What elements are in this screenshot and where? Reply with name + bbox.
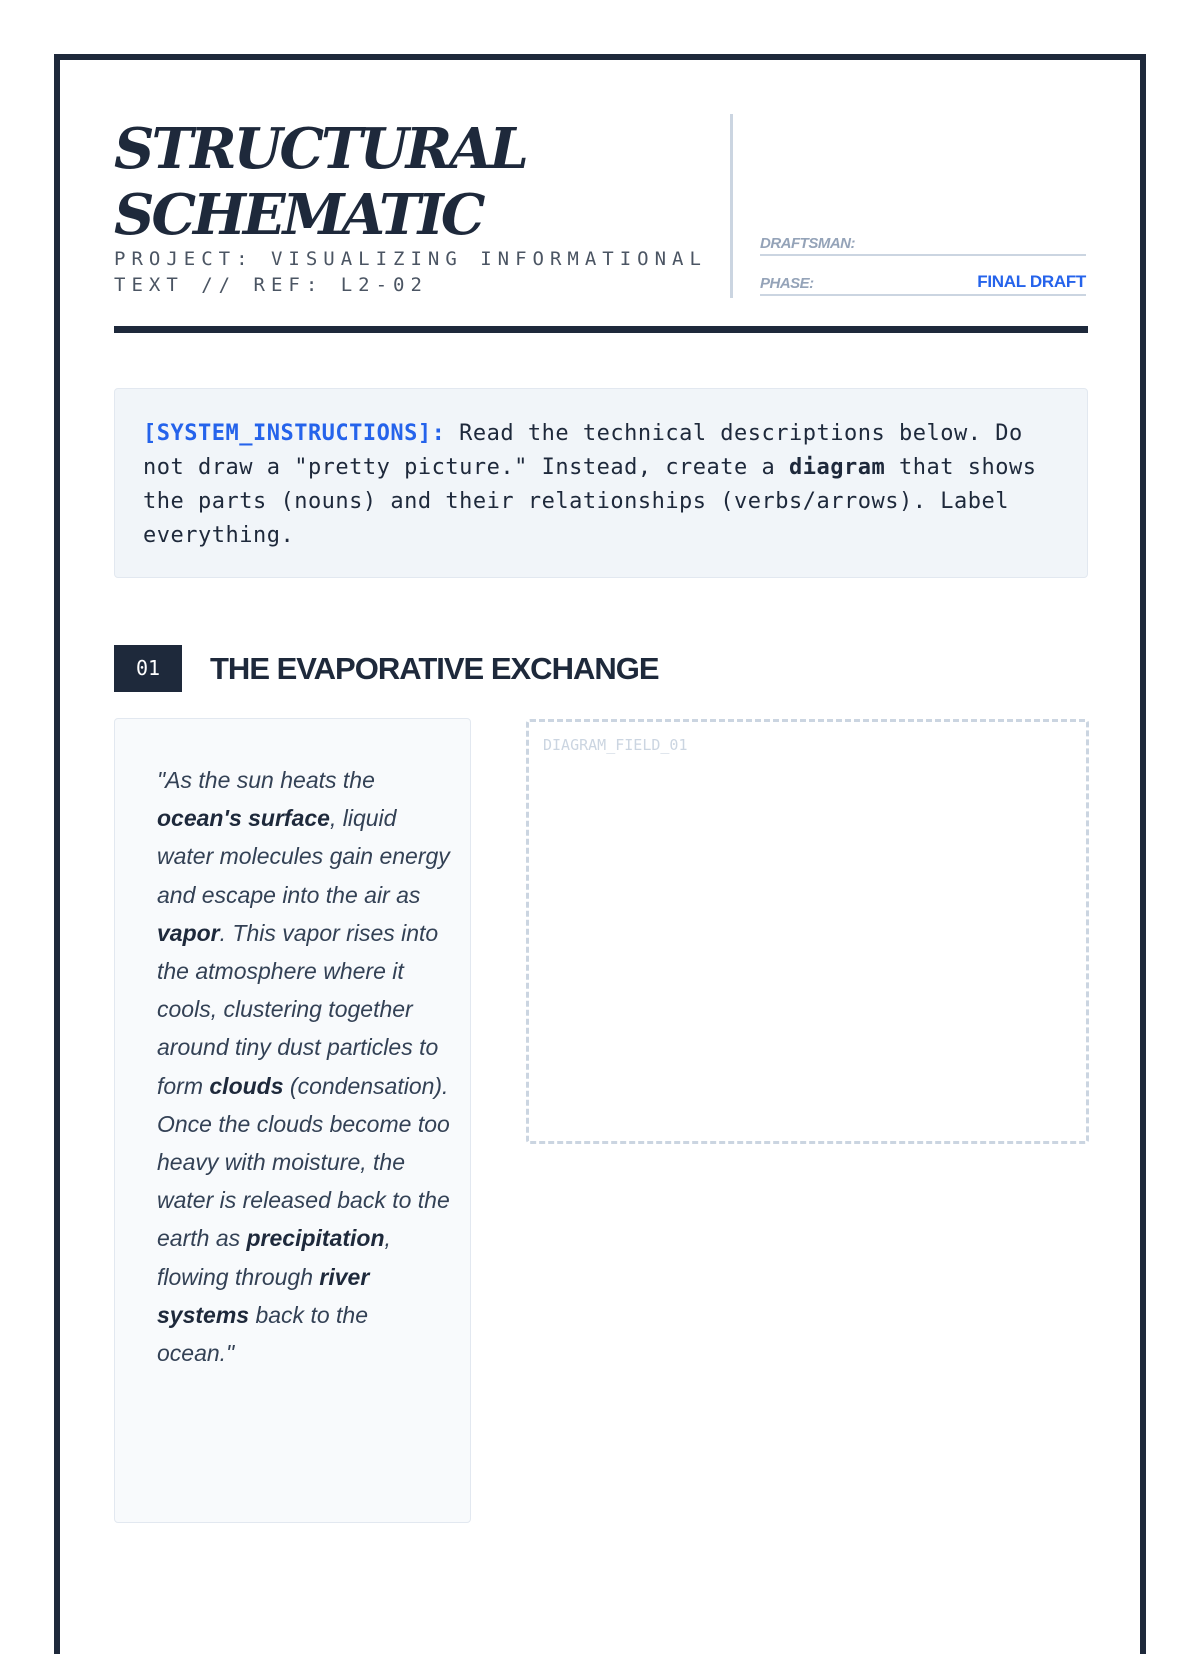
diagram-field-label: DIAGRAM_FIELD_01 xyxy=(543,736,688,754)
passage-segment: , flowing through xyxy=(157,1225,391,1290)
passage-segment: , liquid water molecules gain energy and escape into the air as xyxy=(157,805,450,908)
passage-segment: "As the sun heats the xyxy=(157,767,375,793)
worksheet-header xyxy=(114,110,1086,340)
project-reference: PROJECT: VISUALIZING INFORMATIONAL TEXT // REF: L2-02 xyxy=(114,248,707,296)
passage-term: clouds xyxy=(209,1072,284,1099)
passage-term: ocean's surface xyxy=(157,805,330,832)
title-line-2: SCHEMATIC xyxy=(114,182,483,248)
instructions-emphasis: diagram xyxy=(789,455,886,480)
instructions-box xyxy=(114,388,1088,578)
passage-segment: (condensation). Once the clouds become too heavy with moisture, the water is released back to the earth as xyxy=(157,1072,450,1252)
passage-card xyxy=(114,718,471,1523)
phase-value: FINAL DRAFT xyxy=(977,272,1086,291)
phase-field xyxy=(760,274,1086,296)
draftsman-label: DRAFTSMAN: xyxy=(760,235,855,252)
header-divider xyxy=(730,114,733,298)
instructions-tag: [SYSTEM_INSTRUCTIONS]: xyxy=(143,421,446,446)
diagram-drawing-area[interactable] xyxy=(526,719,1089,1144)
passage-segment: back to the ocean." xyxy=(157,1301,368,1367)
passage-term: precipitation xyxy=(246,1225,385,1252)
passage-term: vapor xyxy=(157,919,220,946)
title-line-1: STRUCTURAL xyxy=(114,116,526,182)
draftsman-field[interactable] xyxy=(760,234,1086,256)
section-number-badge: 01 xyxy=(114,645,182,692)
passage-term: river systems xyxy=(157,1263,370,1328)
section-title: THE EVAPORATIVE EXCHANGE xyxy=(210,651,659,686)
passage-segment: . This vapor rises into the atmosphere where it cools, clustering together around tiny dust particles to form xyxy=(157,919,439,1099)
page-title xyxy=(114,116,526,248)
instructions-text-before: Read the technical descriptions below. Do not draw a "pretty picture." Instead, create a xyxy=(143,421,1023,480)
instructions-text-after: that shows the parts (nouns) and their relationships (verbs/arrows). Label everything. xyxy=(143,455,1037,548)
phase-label: PHASE: xyxy=(760,275,814,292)
header-rule xyxy=(114,326,1088,333)
